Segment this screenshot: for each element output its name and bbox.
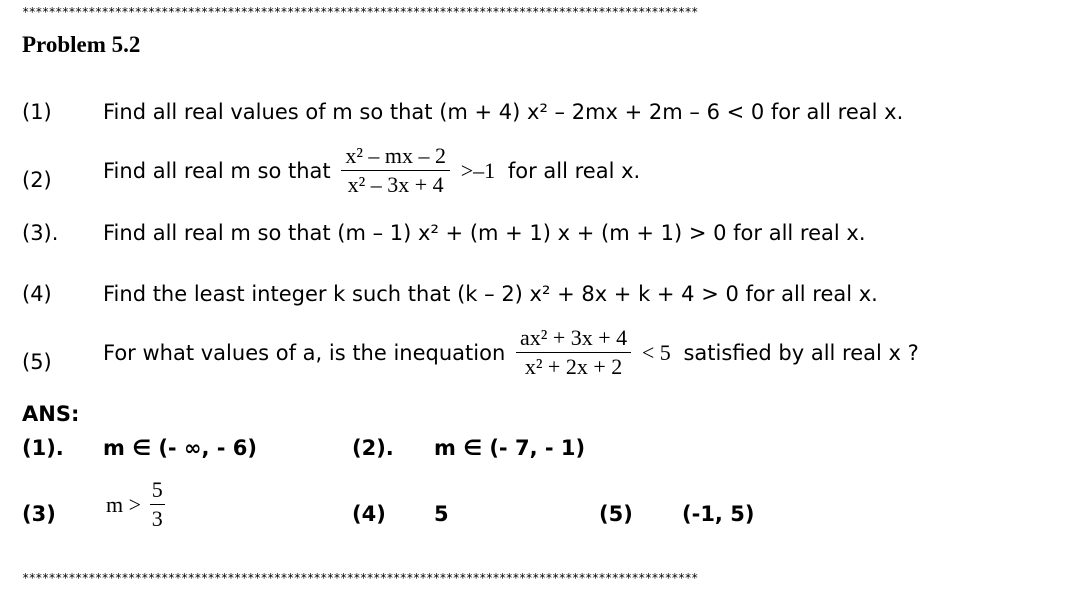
problem-5-suffix: satisfied by all real x ? bbox=[683, 340, 919, 365]
answers-label: ANS: bbox=[22, 402, 80, 426]
problem-2-prefix: Find all real m so that bbox=[103, 158, 331, 183]
problem-3-text: Find all real m so that (m – 1) x² + (m + 1) x + (m + 1) > 0 for all real x. bbox=[103, 221, 866, 245]
answer-3-denominator: 3 bbox=[151, 506, 163, 531]
problem-2-denominator: x² – 3x + 4 bbox=[347, 172, 444, 197]
problem-2-number: (2) bbox=[22, 168, 52, 192]
answer-4-value: 5 bbox=[434, 502, 449, 526]
problem-4-number: (4) bbox=[22, 282, 52, 306]
problem-5-fraction bbox=[516, 326, 631, 379]
answer-3-numerator: 5 bbox=[150, 478, 165, 505]
problem-5-relation: < 5 bbox=[641, 339, 671, 365]
top-separator: ****************************************************************************************************** bbox=[22, 6, 698, 18]
answer-3-prefix: m > bbox=[106, 491, 142, 517]
answer-3-number: (3) bbox=[22, 502, 56, 526]
answer-3-fraction bbox=[150, 478, 165, 531]
problem-3-number: (3). bbox=[22, 221, 59, 245]
bottom-separator: ****************************************************************************************************** bbox=[22, 572, 698, 584]
problem-title: Problem 5.2 bbox=[22, 32, 141, 57]
answer-4-number: (4) bbox=[352, 502, 386, 526]
problem-2-suffix: for all real x. bbox=[507, 158, 641, 183]
answer-2-value: m ∈ (- 7, - 1) bbox=[434, 436, 586, 460]
answer-1-number: (1). bbox=[22, 436, 64, 460]
problem-5-text bbox=[103, 326, 919, 379]
answer-5-value: (-1, 5) bbox=[682, 502, 755, 526]
problem-2-numerator: x² – mx – 2 bbox=[341, 144, 450, 171]
problem-5-denominator: x² + 2x + 2 bbox=[524, 354, 623, 379]
problem-1-number: (1) bbox=[22, 100, 52, 124]
problem-2-fraction bbox=[341, 144, 450, 197]
problem-2-text bbox=[103, 144, 640, 197]
problem-5-numerator: ax² + 3x + 4 bbox=[516, 326, 631, 353]
answer-5-number: (5) bbox=[599, 502, 633, 526]
answer-3-value bbox=[106, 478, 169, 531]
answer-2-number: (2). bbox=[352, 436, 394, 460]
problem-2-relation: >–1 bbox=[460, 157, 496, 183]
problem-4-text: Find the least integer k such that (k – 2) x² + 8x + k + 4 > 0 for all real x. bbox=[103, 282, 878, 306]
answer-1-value: m ∈ (- ∞, - 6) bbox=[103, 436, 257, 460]
problem-5-prefix: For what values of a, is the inequation bbox=[103, 340, 506, 365]
problem-5-number: (5) bbox=[22, 350, 52, 374]
problem-1-text: Find all real values of m so that (m + 4) x² – 2mx + 2m – 6 < 0 for all real x. bbox=[103, 100, 904, 124]
